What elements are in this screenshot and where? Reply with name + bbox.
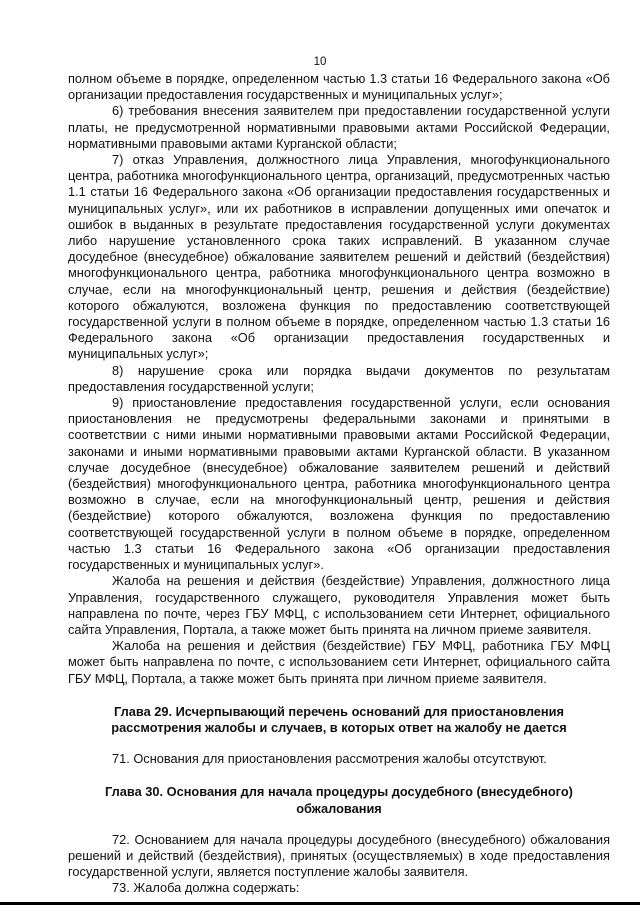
paragraph-item-9: 9) приостановление предоставления государственной услуги, если основания приостановления не предусмотрены федеральными законами и принятыми в соответствии с ними иными нормативными правовыми актами Российской Федерации, законами и иными нормативными правовыми актами Курганской области. В указанном случае досудебное (внесудебное) обжалование заявителем решений и действий (бездействия) многофункционального центра, работника многофункционального центра возможно в случае, если на многофункциональный центр, решения и действия (бездействие) которого обжалуются, возложена функция по предоставлению соответствующей государственной услуги в полном объеме в порядке, определенном частью 1.3 статьи 16 Федерального закона «Об организации предоставления государственных и муниципальных услуг».: [68, 395, 610, 573]
page-number: 10: [313, 56, 327, 68]
paragraph-complaint-mfc: Жалоба на решения и действия (бездействие) ГБУ МФЦ, работника ГБУ МФЦ может быть направлена по почте, с использованием сети Интернет, официального сайта ГБУ МФЦ, Портала, а также может быть принята при личном приеме заявителя.: [68, 638, 610, 686]
chapter-29-heading: Глава 29. Исчерпывающий перечень оснований для приостановления рассмотрения жалобы и случаев, в которых ответ на жалобу не дается: [111, 703, 567, 735]
paragraph-continuation: полном объеме в порядке, определенном частью 1.3 статьи 16 Федерального закона «Об организации предоставления государственных и муниципальных услуг»;: [68, 71, 610, 103]
paragraph-item-6: 6) требования внесения заявителем при предоставлении государственной услуги платы, не предусмотренной нормативными правовыми актами Российской Федерации, нормативными правовыми актами Курганской области;: [68, 103, 610, 151]
paragraph-item-7: 7) отказ Управления, должностного лица Управления, многофункционального центра, работника многофункционального центра, организаций, предусмотренных частью 1.1 статьи 16 Федерального закона «Об организации предоставления государственных и муниципальных услуг», или их работников в исправлении допущенных ими опечаток и ошибок в выданных в результате предоставления государственной услуги документах либо нарушение установленного срока таких исправлений. В указанном случае досудебное (внесудебное) обжалование заявителем решений и действий (бездействия) многофункционального центра, работника многофункционального центра возможно в случае, если на многофункциональный центр, решения и действия (бездействие) которого обжалуются, возложена функция по предоставлению соответствующей государственной услуги в полном объеме в порядке, определенном частью 1.3 статьи 16 Федерального закона «Об организации предоставления государственных и муниципальных услуг»;: [68, 152, 610, 362]
paragraph-complaint-management: Жалоба на решения и действия (бездействие) Управления, должностного лица Управления, государственного служащего, руководителя Управления может быть направлена по почте, через ГБУ МФЦ, с использованием сети Интернет, официального сайта Управления, Портала, а также может быть принята на личном приеме заявителя.: [68, 573, 610, 637]
chapter-30-heading: Глава 30. Основания для начала процедуры досудебного (внесудебного) обжалования: [105, 784, 573, 816]
paragraph-item-8: 8) нарушение срока или порядка выдачи документов по результатам предоставления государственной услуги;: [68, 362, 610, 394]
document-body: [68, 71, 610, 897]
paragraph-72: 72. Основанием для начала процедуры досудебного (внесудебного) обжалования решений и действий (бездействия), принятых (осуществляемых) в ходе предоставления государственной услуги, является поступление жалобы заявителя.: [68, 831, 610, 880]
paragraph-73: 73. Жалоба должна содержать:: [112, 880, 300, 896]
paragraph-71: 71. Основания для приостановления рассмотрения жалобы отсутствуют.: [112, 751, 547, 767]
